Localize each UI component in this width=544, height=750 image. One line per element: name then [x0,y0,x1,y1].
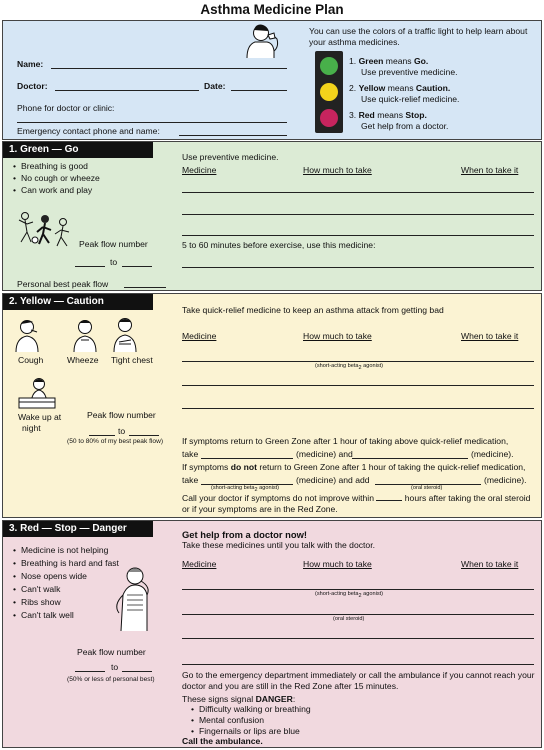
symptom-tight-chest: Tight chest [111,355,153,365]
personal-best-label: Personal best peak flow [17,279,109,289]
red-col-when: When to take it [461,559,519,569]
green-peak-low-field[interactable] [75,266,105,267]
red-peak-flow-label: Peak flow number [77,647,146,657]
yellow-call-doctor: Call your doctor if symptoms do not improve within hours after taking the oral steroid [182,493,531,503]
red-peak-to: to [111,662,119,672]
red-oral-steroid-note: (oral steroid) [333,616,365,622]
step-red: 3. Red means Stop. Get help from a doctor. [349,110,449,131]
green-instruction: Use preventive medicine. [182,152,279,162]
emergency-label: Emergency contact phone and name: [17,126,160,136]
danger-signs-label: These signs signal DANGER: [182,694,296,704]
yellow-take-label-2: take [182,475,199,485]
danger-bullet: • Fingernails or lips are blue [191,726,300,736]
green-col-when: When to take it [461,165,519,175]
yellow-peak-high-field[interactable] [129,435,159,436]
tight-chest-illustration [111,316,139,352]
yellow-col-when: When to take it [461,331,519,341]
yellow-medicine-line[interactable] [182,408,534,409]
name-field[interactable] [51,68,287,69]
red-peak-high-field[interactable] [122,671,152,672]
yellow-medicine-add: (medicine) and add [296,475,370,485]
wake-up-label-night: night [22,423,41,433]
date-field[interactable] [231,90,287,91]
red-peak-low-field[interactable] [75,671,105,672]
yellow-medicine-end: (medicine). [471,449,514,459]
green-col-medicine: Medicine [182,165,217,175]
yellow-medicine-line[interactable] [182,361,534,362]
green-peak-to: to [110,257,118,267]
yellow-take-medicine-field[interactable] [201,458,293,459]
red-col-medicine: Medicine [182,559,217,569]
red-bullet: • Can't walk [13,584,60,594]
symptom-wheeze: Wheeze [67,355,99,365]
beta-agonist-note-2: (short-acting beta$_2$ agonist) [211,485,280,494]
yellow-instruction: Take quick-relief medicine to keep an asthma attack from getting bad [182,305,444,315]
yellow-peak-flow-label: Peak flow number [87,410,156,420]
wheeze-illustration [71,318,99,352]
emergency-instruction: Go to the emergency department immediately or call the ambulance if you cannot reach your doctor and you are still in the Red Zone after 15 minutes. [182,670,535,691]
red-bullet: • Breathing is hard and fast [13,558,119,568]
yellow-not-return-instruction: If symptoms do not return to Green Zone after 1 hour of taking the quick-relief medication, [182,462,526,472]
wake-up-illustration [17,376,57,410]
green-zone-section [2,141,542,291]
red-peak-note: (50% or less of personal best) [67,676,155,683]
yellow-col-medicine: Medicine [182,331,217,341]
doctor-label: Doctor: [17,81,48,91]
yellow-return-instruction: If symptoms return to Green Zone after 1 hour of taking above quick-relief medication, [182,436,509,446]
red-medicine-line[interactable] [182,638,534,639]
call-ambulance: Call the ambulance. [182,736,263,746]
yellow-call-doctor-2: or if your symptoms are in the Red Zone. [182,504,338,514]
step-green: 1. Green means Go. Use preventive medicine. [349,56,458,77]
yellow-medicine-end-2: (medicine). [484,475,527,485]
yellow-take-label: take [182,449,199,459]
danger-bullet: • Mental confusion [191,715,264,725]
yellow-peak-low-field[interactable] [89,435,115,436]
yellow-medicine-and: (medicine) and [296,449,353,459]
red-help-now: Get help from a doctor now! [182,529,308,540]
green-bullet: • Breathing is good [13,161,88,171]
beta-agonist-note: (short-acting beta$_2$ agonist) [315,363,384,372]
red-bullet: • Medicine is not helping [13,545,108,555]
exercise-instruction: 5 to 60 minutes before exercise, use this medicine: [182,240,376,250]
oral-steroid-note: (oral steroid) [411,485,443,491]
danger-bullet: • Difficulty walking or breathing [191,704,311,714]
traffic-intro: You can use the colors of a traffic light to help learn about your asthma medicines. [309,26,528,47]
green-bullet: • Can work and play [13,185,92,195]
green-light [320,57,338,75]
children-playing-illustration [15,210,75,248]
wake-up-label: Wake up at [18,412,62,422]
yellow-light [320,83,338,101]
red-medicine-line[interactable] [182,664,534,665]
green-peak-flow-label: Peak flow number [79,239,148,249]
symptom-cough: Cough [18,355,44,365]
green-medicine-line[interactable] [182,192,534,193]
red-col-how: How much to take [303,559,372,569]
info-section [2,20,542,140]
green-col-how: How much to take [303,165,372,175]
green-peak-high-field[interactable] [122,266,152,267]
green-bullet: • No cough or wheeze [13,173,100,183]
green-medicine-line[interactable] [182,235,534,236]
traffic-light [315,51,343,133]
green-zone-header: 1. Green — Go [3,142,153,158]
yellow-col-how: How much to take [303,331,372,341]
yellow-peak-to: to [118,426,126,436]
yellow-second-medicine-field[interactable] [352,458,468,459]
yellow-medicine-line[interactable] [182,385,534,386]
red-take-these: Take these medicines until you talk with the doctor. [182,540,375,550]
red-zone-header: 3. Red — Stop — Danger [3,521,153,537]
red-bullet: • Nose opens wide [13,571,87,581]
red-medicine-line[interactable] [182,614,534,615]
name-label: Name: [17,59,44,69]
yellow-peak-note: (50 to 80% of my best peak flow) [67,438,164,445]
red-beta-agonist-note: (short-acting beta$_2$ agonist) [315,591,384,600]
red-zone-section [2,520,542,748]
personal-best-field[interactable] [124,287,166,288]
exercise-medicine-line[interactable] [182,267,534,268]
red-medicine-line[interactable] [182,589,534,590]
red-bullet: • Ribs show [13,597,61,607]
inhaler-person-illustration [241,21,289,59]
green-medicine-line[interactable] [182,214,534,215]
red-light [320,109,338,127]
emergency-field[interactable] [179,135,287,136]
phone-field[interactable] [17,122,287,123]
breathing-difficulty-illustration [105,565,159,631]
page-title: Asthma Medicine Plan [200,2,344,17]
cough-illustration [13,318,41,352]
red-bullet: • Can't talk well [13,610,74,620]
yellow-zone-header: 2. Yellow — Caution [3,294,153,310]
step-yellow: 2. Yellow means Caution. Use quick-relief medicine. [349,83,460,104]
date-label: Date: [204,81,226,91]
yellow-zone-section [2,293,542,518]
doctor-field[interactable] [55,90,199,91]
phone-label: Phone for doctor or clinic: [17,103,115,113]
